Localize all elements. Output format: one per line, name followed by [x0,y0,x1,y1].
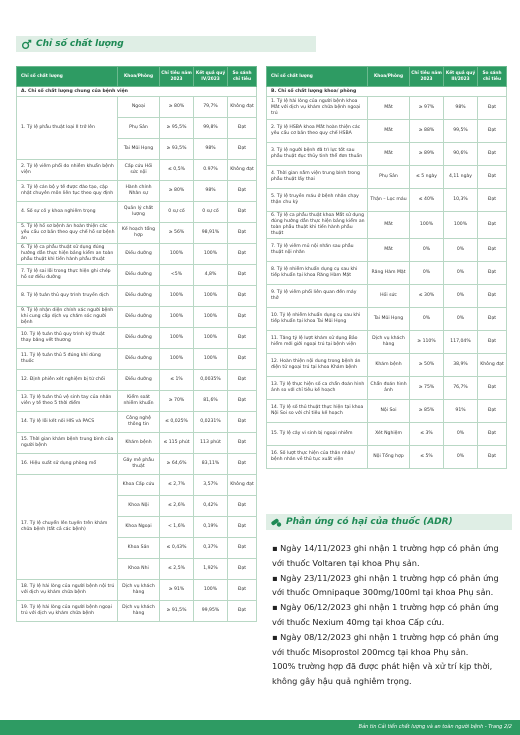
result-cell: 98% [444,97,478,120]
target-cell: ≥ 93,5% [160,139,194,160]
result-cell: 3,57% [194,475,228,496]
department-cell: Dịch vụ khách hàng [368,330,410,353]
result-cell: 113 phút [194,433,228,454]
target-cell: ≤ 2,7% [160,475,194,496]
bullet: ▪ [272,572,281,583]
department-cell: Khoa Ngoại [118,517,160,538]
table-row [17,601,257,622]
indicator-name: 3. Tỷ lệ người bệnh đã trì lực tốt sau phẫu thuật đục thủy tinh thể đơn thuần [267,143,368,166]
table-row [17,475,257,496]
table-row [267,399,507,422]
compare-cell: Đạt [228,517,257,538]
indicator-name: 7. Tỷ lệ viêm mủ nội nhãn sau phẫu thuật nội nhãn [267,238,368,261]
adr-title: Phản ứng có hại của thuốc (ADR) [286,517,453,527]
col-header: So sánh chỉ tiêu [228,67,257,87]
table-row [267,238,507,261]
table-row [267,212,507,239]
department-cell: Hành chính Nhân sự [118,181,160,202]
result-cell: 0% [444,445,478,468]
col-header: Chỉ số chất lượng [267,67,368,87]
indicator-name: 12. Hoàn thiện nội dung trong bệnh án điện tử ngoại trú tại khoa Khám bệnh [267,353,368,376]
department-cell: Xét Nghiệm [368,422,410,445]
col-header: Khoa/Phòng [368,67,410,87]
indicator-name: 1. Tỷ lệ phẫu thuật loại II trở lên [17,97,118,160]
compare-cell: Đạt [228,118,257,139]
result-cell: 0% [444,307,478,330]
table-header-row [267,67,507,87]
target-cell: ≤ 30% [410,284,444,307]
table-row [17,286,257,307]
department-cell: Mắt [368,238,410,261]
table-row [17,580,257,601]
compare-cell: Đạt [228,244,257,265]
target-cell: ≤ 0,025% [160,412,194,433]
footer-bar [0,720,520,735]
bullet: ▪ [272,602,281,613]
target-cell: ≥ 110% [410,330,444,353]
indicator-name: 3. Tỷ lệ cán bộ y tế được đào tạo, cập nhật chuyên môn liên tục theo quy định [17,181,118,202]
result-cell: 100% [194,307,228,328]
col-header: Chỉ tiêu năm 2023 [160,67,194,87]
department-cell: Khám bệnh [368,353,410,376]
department-cell: Hồi sức [368,284,410,307]
target-cell: ≥ 64,6% [160,454,194,475]
col-header: Kết quả quý IV/2023 [194,67,228,87]
table-row [17,97,257,118]
indicator-name: 9. Tỷ lệ nhận diện chính xác người bệnh khi cung cấp dịch vụ chăm sóc người bệnh [17,307,118,328]
compare-cell: Đạt [228,370,257,391]
target-cell: ≤ 0,43% [160,538,194,559]
indicator-name: 2. Tỷ lệ viêm phổi do nhiễm khuẩn bệnh viện [17,160,118,181]
result-cell: 100% [194,328,228,349]
compare-cell: Đạt [228,265,257,286]
result-cell: 0.97% [194,160,228,181]
indicator-name: 14. Tỷ lệ số thủ thuật thực hiện tại khoa Nội Soi so với chỉ tiêu kế hoạch [267,399,368,422]
compare-cell: Đạt [228,223,257,244]
target-cell: ≤ 40% [410,189,444,212]
result-cell: 81,6% [194,391,228,412]
department-cell: Mắt [368,212,410,239]
department-cell: Gây mê phẫu thuật [118,454,160,475]
result-cell: 0,0231% [194,412,228,433]
department-cell: Điều dưỡng [118,244,160,265]
adr-header [266,514,512,530]
indicator-name: 5. Tỷ lệ hồ sơ bệnh án hoàn thiện các yêu cầu cơ bản theo quy chế hồ sơ bệnh án [17,223,118,244]
department-cell: Điều dưỡng [118,328,160,349]
indicator-name: 10. Tỷ lệ nhiễm khuẩn dụng cụ sau khi tiếp khuẩn tại khoa Tai Mũi Họng [267,307,368,330]
result-cell: 100% [194,349,228,370]
group-title: A. Chỉ số chất lượng chung của bệnh viện [17,87,257,97]
department-cell: Phụ Sản [118,118,160,139]
target-cell: ≥ 97% [410,97,444,120]
indicator-name: 1. Tỷ lệ hài lòng của người bệnh khoa Mắt với dịch vụ khám chữa bệnh ngoại trú [267,97,368,120]
adr-item: ▪ Ngày 08/12/2023 ghi nhận 1 trường hợp có phản ứng với thuốc Misoprostol 200mcg tại khoa Phụ sản. [272,631,499,657]
table-row [17,244,257,265]
target-cell: 100% [160,328,194,349]
compare-cell: Đạt [478,284,507,307]
target-cell: ≤ 5% [410,445,444,468]
result-cell: 98,91% [194,223,228,244]
indicator-name: 12. Định phiên xét nghiệm bị từ chối [17,370,118,391]
target-cell: ≤ 3% [410,422,444,445]
table-header-row [17,67,257,87]
compare-cell: Đạt [228,391,257,412]
department-cell: Kiểm soát nhiễm khuẩn [118,391,160,412]
table-row [17,370,257,391]
department-cell: Nội Soi [368,399,410,422]
compare-cell: Đạt [228,139,257,160]
result-cell: 38,9% [444,353,478,376]
indicator-name: 17. Tỷ lệ chuyển lên tuyến trên khám chữa bệnh (tất cả các bệnh) [17,475,118,580]
result-cell: 100% [194,286,228,307]
result-cell: 1,92% [194,559,228,580]
department-cell: Tai Mũi Họng [118,139,160,160]
table-general-quality [16,66,257,622]
compare-cell: Đạt [478,445,507,468]
indicator-name: 2. Tỷ lệ HSBA khoa Mắt hoàn thiện các yêu cầu cơ bản theo quy chế HSBA [267,120,368,143]
indicator-name: 18. Tỷ lệ hài lòng của người bệnh nội trú với dịch vụ khám chữa bệnh [17,580,118,601]
result-cell: 98% [194,139,228,160]
pills-icon [270,516,282,528]
result-cell: 98% [194,181,228,202]
result-cell: 0,37% [194,538,228,559]
table-row [267,120,507,143]
indicator-name: 11. Tỷ lệ tuân thủ 5 đúng khi dùng thuốc [17,349,118,370]
compare-cell: Đạt [478,120,507,143]
quality-index-header [16,36,316,52]
table-row [267,422,507,445]
compare-cell: Đạt [228,328,257,349]
compare-cell: Không đạt [228,97,257,118]
result-cell: 0% [444,422,478,445]
compare-cell: Đạt [228,433,257,454]
target-cell: ≤ 1% [160,370,194,391]
indicator-name: 6. Tỷ lệ ca phẫu thuật khoa Mắt sử dụng đúng hướng dẫn thực hiện bảng kiểm an toàn phẫu thuật khi tiến hành phẫu thuật [267,212,368,239]
table-row [17,307,257,328]
table-department-quality [266,66,507,469]
result-cell: 91% [444,399,478,422]
result-cell: 0% [444,238,478,261]
target-cell: ≥ 50% [410,353,444,376]
result-cell: 0 sự cố [194,202,228,223]
bullet: ▪ [272,543,281,553]
target-cell: ≥ 70% [160,391,194,412]
compare-cell: Đạt [478,261,507,284]
department-cell: Điều dưỡng [118,265,160,286]
compare-cell: Đạt [478,97,507,120]
table-row [267,97,507,120]
target-cell: ≤ 2,5% [160,559,194,580]
result-cell: 4,8% [194,265,228,286]
result-cell: 90,6% [444,143,478,166]
compare-cell: Đạt [228,580,257,601]
gender-symbol-icon [20,38,32,50]
target-cell: ≤ 115 phút [160,433,194,454]
target-cell: 100% [410,212,444,239]
department-cell: Khoa Cấp cứu [118,475,160,496]
col-header: Chỉ tiêu năm 2023 [410,67,444,87]
target-cell: ≥ 88% [410,120,444,143]
adr-item: ▪ Ngày 23/11/2023 ghi nhận 1 trường hợp có phản ứng với thuốc Omnipaque 300mg/100ml tại khoa Phụ sản. [272,572,499,598]
col-header: So sánh chỉ tiêu [478,67,507,87]
compare-cell: Đạt [228,559,257,580]
adr-conclusion: 100% trường hợp đã được phát hiện và xử trí kịp thời, không gây hậu quả nghiêm trọng. [272,661,493,687]
group-title: B. Chỉ số chất lượng khoa/ phòng [267,87,507,97]
indicator-name: 5. Tỷ lệ truyền máu ở bệnh nhân chạy thận chu kỳ [267,189,368,212]
compare-cell: Đạt [228,349,257,370]
indicator-name: 8. Tỷ lệ tuân thủ quy trình truyền dịch [17,286,118,307]
compare-cell: Đạt [228,538,257,559]
target-cell: 100% [160,244,194,265]
department-cell: Mắt [368,97,410,120]
adr-item: ▪ Ngày 14/11/2023 ghi nhận 1 trường hợp có phản ứng với thuốc Voltaren tại khoa Phụ sản. [272,543,499,568]
group-title-row [267,87,507,97]
table-row [267,143,507,166]
indicator-name: 13. Tỷ lệ thực hiện số ca chẩn đoán hình ảnh so với chỉ tiêu kế hoạch [267,376,368,399]
department-cell: Điều dưỡng [118,307,160,328]
result-cell: 83,11% [194,454,228,475]
target-cell: ≥ 91% [160,580,194,601]
department-cell: Điều dưỡng [118,349,160,370]
target-cell: ≥ 56% [160,223,194,244]
table-row [267,261,507,284]
table-row [17,181,257,202]
table-row [267,284,507,307]
result-cell: 100% [194,244,228,265]
table-row [17,160,257,181]
target-cell: 100% [160,349,194,370]
indicator-name: 11. Tăng tỷ lệ lượt khám sử dụng Bảo hiểm mới giới ngoại trú tại bệnh viện [267,330,368,353]
compare-cell: Đạt [478,143,507,166]
department-cell: Chẩn đoán hình ảnh [368,376,410,399]
compare-cell: Đạt [478,212,507,239]
compare-cell: Đạt [228,412,257,433]
compare-cell: Đạt [228,202,257,223]
department-cell: Dịch vụ khách hàng [118,580,160,601]
department-cell: Nội Tổng hợp [368,445,410,468]
adr-item: ▪ Ngày 06/12/2023 ghi nhận 1 trường hợp có phản ứng với thuốc Nexium 40mg tại khoa Cấp cứu. [272,602,499,627]
target-cell: ≤ 0,5% [160,160,194,181]
table-row [267,376,507,399]
department-cell: Kế hoạch tổng hợp [118,223,160,244]
department-cell: Thận – Lọc máu [368,189,410,212]
target-cell: ≥ 75% [410,376,444,399]
result-cell: 0% [444,261,478,284]
compare-cell: Đạt [228,496,257,517]
department-cell: Khoa Nhi [118,559,160,580]
target-cell: ≤ 5 ngày [410,166,444,189]
table-row [17,328,257,349]
result-cell: 99,95% [194,601,228,622]
result-cell: 100% [194,580,228,601]
target-cell: <5% [160,265,194,286]
result-cell: 117,04% [444,330,478,353]
table-row [267,166,507,189]
target-cell: 0 sự cố [160,202,194,223]
compare-cell: Đạt [478,422,507,445]
indicator-name: 4. Số sự cố y khoa nghiêm trọng [17,202,118,223]
result-cell: 4,11 ngày [444,166,478,189]
target-cell: 100% [160,307,194,328]
group-title-row [17,87,257,97]
indicator-name: 15. Thời gian khám bệnh trung bình của người bệnh [17,433,118,454]
result-cell: 0,19% [194,517,228,538]
table-row [17,433,257,454]
department-cell: Ngoại [118,97,160,118]
department-cell: Khoa Sản [118,538,160,559]
result-cell: 99,8% [194,118,228,139]
compare-cell: Đạt [478,330,507,353]
compare-cell: Đạt [228,286,257,307]
target-cell: < 1,6% [160,517,194,538]
department-cell: Phụ Sản [368,166,410,189]
target-cell: ≥ 80% [160,97,194,118]
table-row [267,353,507,376]
result-cell: 99,5% [444,120,478,143]
compare-cell: Không đạt [228,160,257,181]
department-cell: Khoa Nội [118,496,160,517]
compare-cell: Không đạt [228,475,257,496]
indicator-name: 13. Tỷ lệ tuân thủ vệ sinh tay của nhân viên y tế theo 5 thời điểm [17,391,118,412]
result-cell: 79,7% [194,97,228,118]
target-cell: 0% [410,307,444,330]
department-cell: Mắt [368,120,410,143]
department-cell: Cấp cứu Hồi sức nội [118,160,160,181]
target-cell: ≥ 95,5% [160,118,194,139]
indicator-name: 15. Tỷ lệ cây vi sinh bị ngoại nhiễm [267,422,368,445]
table-row [17,454,257,475]
target-cell: ≥ 80% [160,181,194,202]
table-row [267,445,507,468]
indicator-name: 19. Tỷ lệ hài lòng của người bệnh ngoại trú với dịch vụ khám chữa bệnh [17,601,118,622]
indicator-name: 4. Thời gian nằm viện trung bình trong phẫu thuật lấy thai [267,166,368,189]
result-cell: 100% [444,212,478,239]
target-cell: ≥ 91,5% [160,601,194,622]
target-cell: ≥ 89% [410,143,444,166]
target-cell: ≤ 2,6% [160,496,194,517]
department-cell: Dịch vụ khách hàng [118,601,160,622]
indicator-name: 16. Số lượt thực hiện của thân nhân/ bệnh nhân về thủ tục xuất viện [267,445,368,468]
indicator-name: 7. Tỷ lệ sai lỗi trong thực hiện ghi chép hồ sơ điều dưỡng [17,265,118,286]
indicator-name: 9. Tỷ lệ viêm phổi liên quan đến máy thở [267,284,368,307]
compare-cell: Đạt [228,307,257,328]
bullet: ▪ [272,631,281,642]
compare-cell: Đạt [478,376,507,399]
department-cell: Điều dưỡng [118,370,160,391]
table-row [17,223,257,244]
col-header: Chỉ số chất lượng [17,67,118,87]
indicator-name: 14. Tỷ lệ lỗi kết nối HIS và PACS [17,412,118,433]
compare-cell: Đạt [478,166,507,189]
compare-cell: Không đạt [478,353,507,376]
department-cell: Tai Mũi Họng [368,307,410,330]
department-cell: Răng Hàm Mặt [368,261,410,284]
result-cell: 76,7% [444,376,478,399]
table-row [267,330,507,353]
target-cell: ≥ 85% [410,399,444,422]
col-header: Kết quả quý III/2023 [444,67,478,87]
result-cell: 0% [444,284,478,307]
table-row [267,307,507,330]
indicator-name: 8. Tỷ lệ nhiễm khuẩn dụng cụ sau khi tiếp khuẩn tại khoa Răng Hàm Mặt [267,261,368,284]
department-cell: Công nghệ thông tin [118,412,160,433]
indicator-name: 16. Hiệu suất sử dụng phòng mổ [17,454,118,475]
department-cell: Khám bệnh [118,433,160,454]
compare-cell: Đạt [228,454,257,475]
target-cell: 100% [160,286,194,307]
target-cell: 0% [410,261,444,284]
table-row [17,391,257,412]
indicator-name: 10. Tỷ lệ tuân thủ quy trình kỹ thuật thay băng vết thương [17,328,118,349]
result-cell: 10,3% [444,189,478,212]
footer-text: Bản tin Cải tiến chất lượng và an toàn người bệnh - Trang 2/2 [358,724,512,730]
compare-cell: Đạt [478,238,507,261]
compare-cell: Đạt [228,181,257,202]
col-header: Khoa/Phòng [118,67,160,87]
table-row [17,349,257,370]
table-row [17,202,257,223]
table-row [17,265,257,286]
target-cell: 0% [410,238,444,261]
compare-cell: Đạt [478,307,507,330]
result-cell: 0,0035% [194,370,228,391]
department-cell: Mắt [368,143,410,166]
indicator-name: 6. Tỷ lệ ca phẫu thuật sử dụng đúng hướng dẫn thực hiện bảng kiểm an toàn phẫu thuật khi tiến hành phẫu thuật [17,244,118,265]
table-row [267,189,507,212]
compare-cell: Đạt [478,399,507,422]
result-cell: 0,42% [194,496,228,517]
quality-index-title: Chỉ số chất lượng [36,39,124,49]
table-row [17,412,257,433]
department-cell: Điều dưỡng [118,286,160,307]
adr-list [272,541,512,689]
department-cell: Quản lý chất lượng [118,202,160,223]
compare-cell: Đạt [228,601,257,622]
compare-cell: Đạt [478,189,507,212]
